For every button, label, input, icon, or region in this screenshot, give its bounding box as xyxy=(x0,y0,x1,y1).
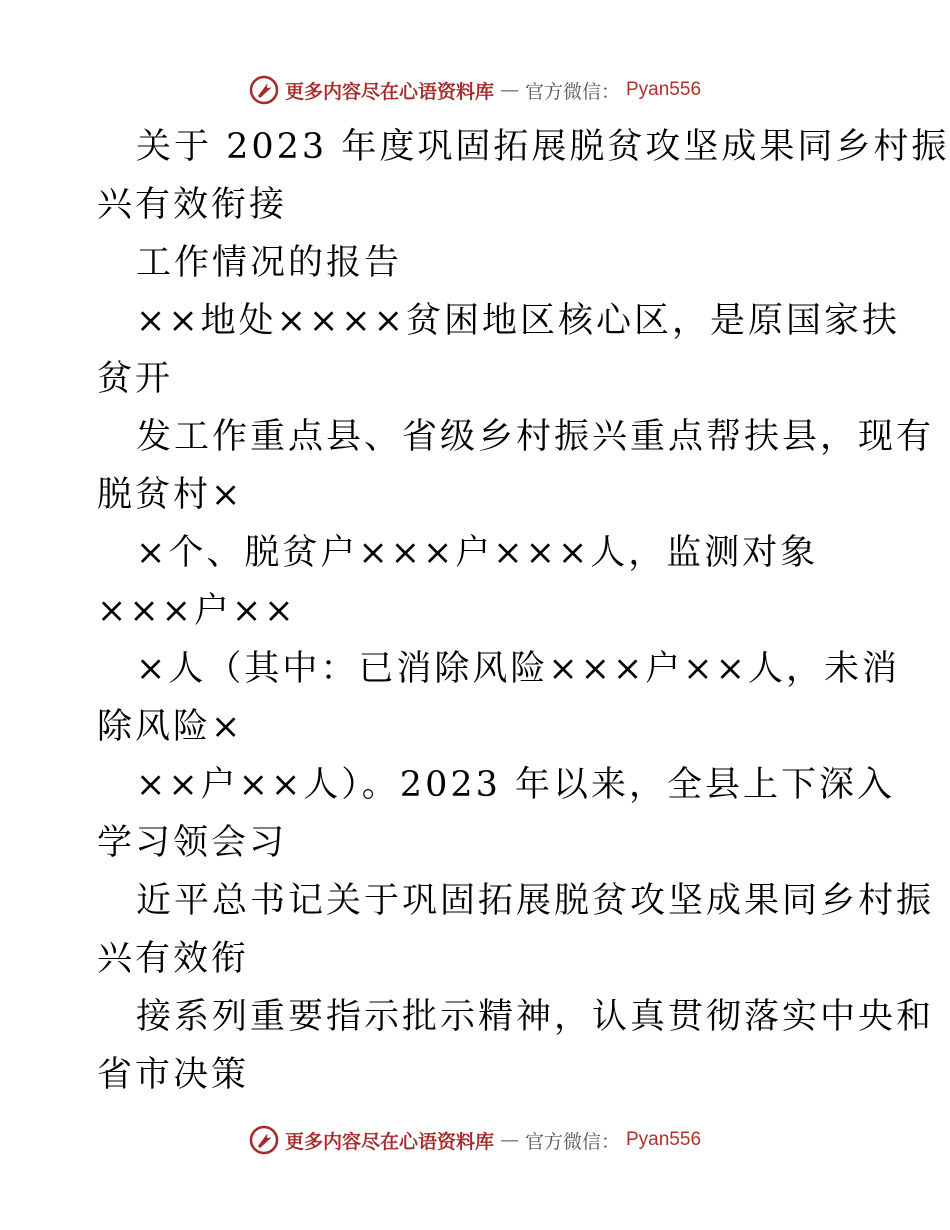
header-banner xyxy=(0,70,950,110)
paragraph-line: 脱贫村× xyxy=(97,475,244,515)
paragraph-line: ×个、脱贫户×××户×××人，监测对象 xyxy=(136,533,819,573)
paragraph-line: 贫开 xyxy=(97,359,174,399)
paragraph-line: 兴有效衔 xyxy=(97,939,250,979)
paragraph-line: ××户××人）。2023 年以来，全县上下深入 xyxy=(136,765,896,805)
paragraph-line: 接系列重要指示批示精神，认真贯彻落实中央和 xyxy=(136,997,935,1037)
banner-wechat-id: Pyan556 xyxy=(626,1129,702,1150)
banner-wechat-label: 官方微信： xyxy=(524,80,620,103)
document-subtitle: 工作情况的报告 xyxy=(136,243,403,283)
paragraph-line: 省市决策 xyxy=(97,1055,250,1095)
document-title-line-2: 兴有效衔接 xyxy=(97,185,288,225)
banner-wechat-id: Pyan556 xyxy=(626,79,702,100)
pen-nib-logo-icon xyxy=(249,75,279,105)
paragraph-line: 学习领会习 xyxy=(97,823,288,863)
banner-slogan: 更多内容尽在心语资料库 xyxy=(284,80,494,103)
pen-nib-logo-icon xyxy=(249,1125,279,1155)
paragraph-line: 发工作重点县、省级乡村振兴重点帮扶县，现有 xyxy=(136,417,935,457)
footer-banner xyxy=(0,1120,950,1160)
paragraph-line: 除风险× xyxy=(97,707,244,747)
banner-wechat-label: 官方微信： xyxy=(524,1130,620,1153)
banner-separator: — xyxy=(499,1129,519,1151)
banner-slogan: 更多内容尽在心语资料库 xyxy=(284,1130,494,1153)
paragraph-line: 近平总书记关于巩固拓展脱贫攻坚成果同乡村振 xyxy=(136,881,935,921)
banner-separator: — xyxy=(499,79,519,101)
paragraph-line: ×××户×× xyxy=(97,591,297,631)
paragraph-line: ×人（其中：已消除风险×××户××人，未消 xyxy=(136,649,900,689)
paragraph-line: ××地处××××贫困地区核心区，是原国家扶 xyxy=(136,301,900,341)
document-title-line-1: 关于 2023 年度巩固拓展脱贫攻坚成果同乡村振 xyxy=(136,127,950,167)
